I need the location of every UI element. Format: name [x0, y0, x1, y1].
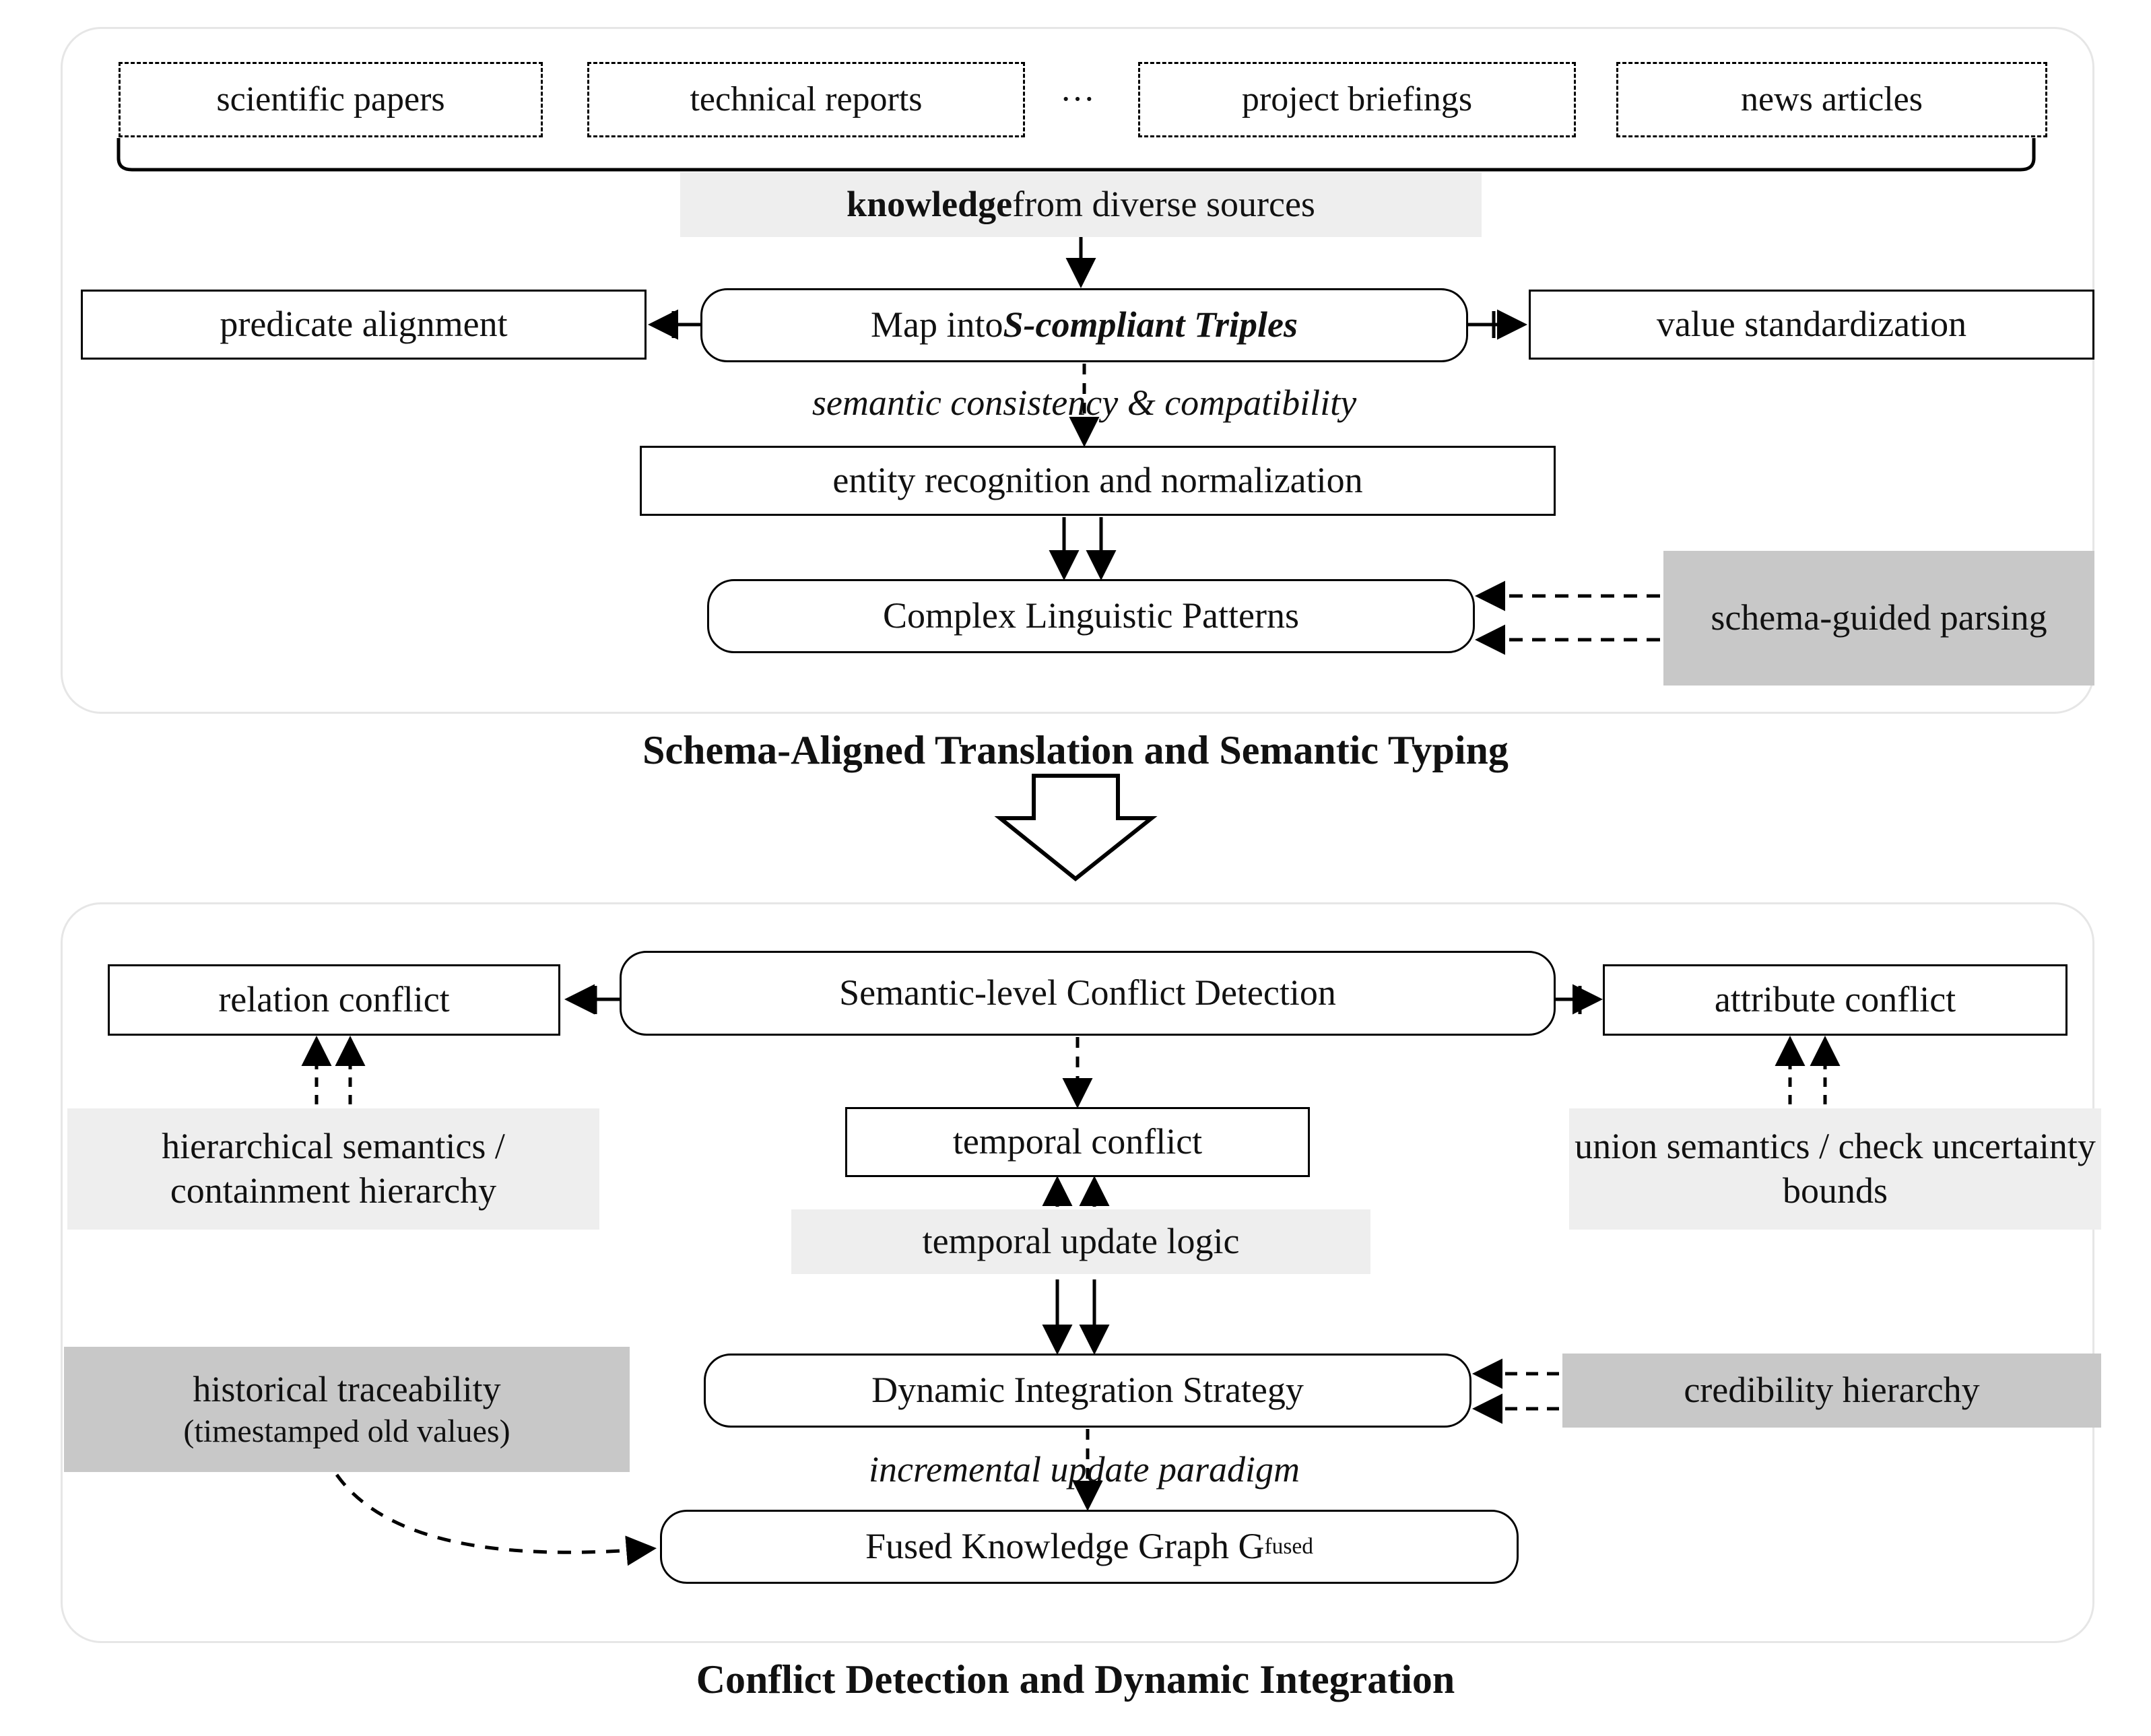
ellipsis-label: ··· — [1060, 80, 1095, 119]
node-label: Complex Linguistic Patterns — [883, 595, 1299, 636]
note-label: union semantics / check uncertainty bounds — [1575, 1126, 2096, 1211]
note-label-line1: historical traceability — [193, 1368, 501, 1409]
note-temporal-update-logic — [791, 1209, 1370, 1274]
knowledge-label-bold: knowledge — [847, 184, 1013, 225]
node-label-prefix: Map into — [870, 304, 1003, 345]
node-label: temporal conflict — [952, 1121, 1203, 1162]
source-label: scientific papers — [216, 80, 445, 119]
stage2-caption — [0, 1657, 2151, 1703]
knowledge-label-rest: from diverse sources — [1012, 184, 1315, 225]
node-label-prefix: Fused Knowledge Graph G — [865, 1526, 1265, 1567]
node-attribute-conflict — [1603, 964, 2067, 1036]
stage1-caption — [0, 727, 2151, 774]
node-fused-knowledge-graph — [660, 1510, 1519, 1584]
node-label: value standardization — [1656, 304, 1967, 345]
note-label: hierarchical semantics / containment hierarchy — [162, 1126, 505, 1211]
note-credibility-hierarchy — [1562, 1354, 2101, 1428]
node-map-into-triples — [700, 288, 1468, 362]
source-box-scientific-papers — [119, 62, 543, 137]
node-complex-linguistic-patterns — [707, 579, 1475, 653]
source-box-news-articles — [1616, 62, 2047, 137]
note-label: schema-guided parsing — [1711, 597, 2047, 638]
node-temporal-conflict — [845, 1107, 1310, 1177]
source-ellipsis — [1037, 62, 1118, 137]
note-label: temporal update logic — [922, 1221, 1240, 1262]
node-label: Dynamic Integration Strategy — [871, 1370, 1304, 1411]
note-historical-traceability — [64, 1347, 630, 1472]
edge-label-text: semantic consistency & compatibility — [812, 382, 1357, 423]
source-box-project-briefings — [1138, 62, 1576, 137]
caption-text: Conflict Detection and Dynamic Integration — [696, 1657, 1455, 1702]
node-dynamic-integration-strategy — [704, 1354, 1471, 1428]
node-predicate-alignment — [81, 290, 647, 360]
node-label: entity recognition and normalization — [832, 460, 1363, 501]
note-label: credibility hierarchy — [1684, 1370, 1980, 1411]
node-label: Semantic-level Conflict Detection — [839, 972, 1336, 1013]
node-label-bold: S-compliant Triples — [1003, 304, 1298, 345]
source-box-technical-reports — [587, 62, 1025, 137]
node-label: predicate alignment — [220, 304, 508, 345]
note-label-line2: (timestamped old values) — [183, 1413, 510, 1449]
note-union-semantics — [1569, 1108, 2101, 1230]
node-relation-conflict — [108, 964, 560, 1036]
note-hierarchical-semantics — [67, 1108, 599, 1230]
source-label: project briefings — [1241, 80, 1473, 119]
node-entity-recognition — [640, 446, 1556, 516]
source-label: technical reports — [690, 80, 923, 119]
edge-label-semantic-consistency — [593, 374, 1576, 431]
node-value-standardization — [1529, 290, 2094, 360]
note-schema-guided-parsing — [1663, 551, 2094, 686]
node-semantic-conflict-detection — [620, 951, 1556, 1036]
node-label-subscript: fused — [1264, 1533, 1313, 1559]
source-label: news articles — [1740, 80, 1923, 119]
node-label: attribute conflict — [1714, 979, 1956, 1020]
caption-text: Schema-Aligned Translation and Semantic Typing — [642, 728, 1509, 772]
node-label: relation conflict — [218, 979, 450, 1020]
edge-label-incremental-update — [694, 1441, 1475, 1498]
edge-label-text: incremental update paradigm — [869, 1448, 1300, 1490]
knowledge-sources-label — [680, 172, 1482, 237]
